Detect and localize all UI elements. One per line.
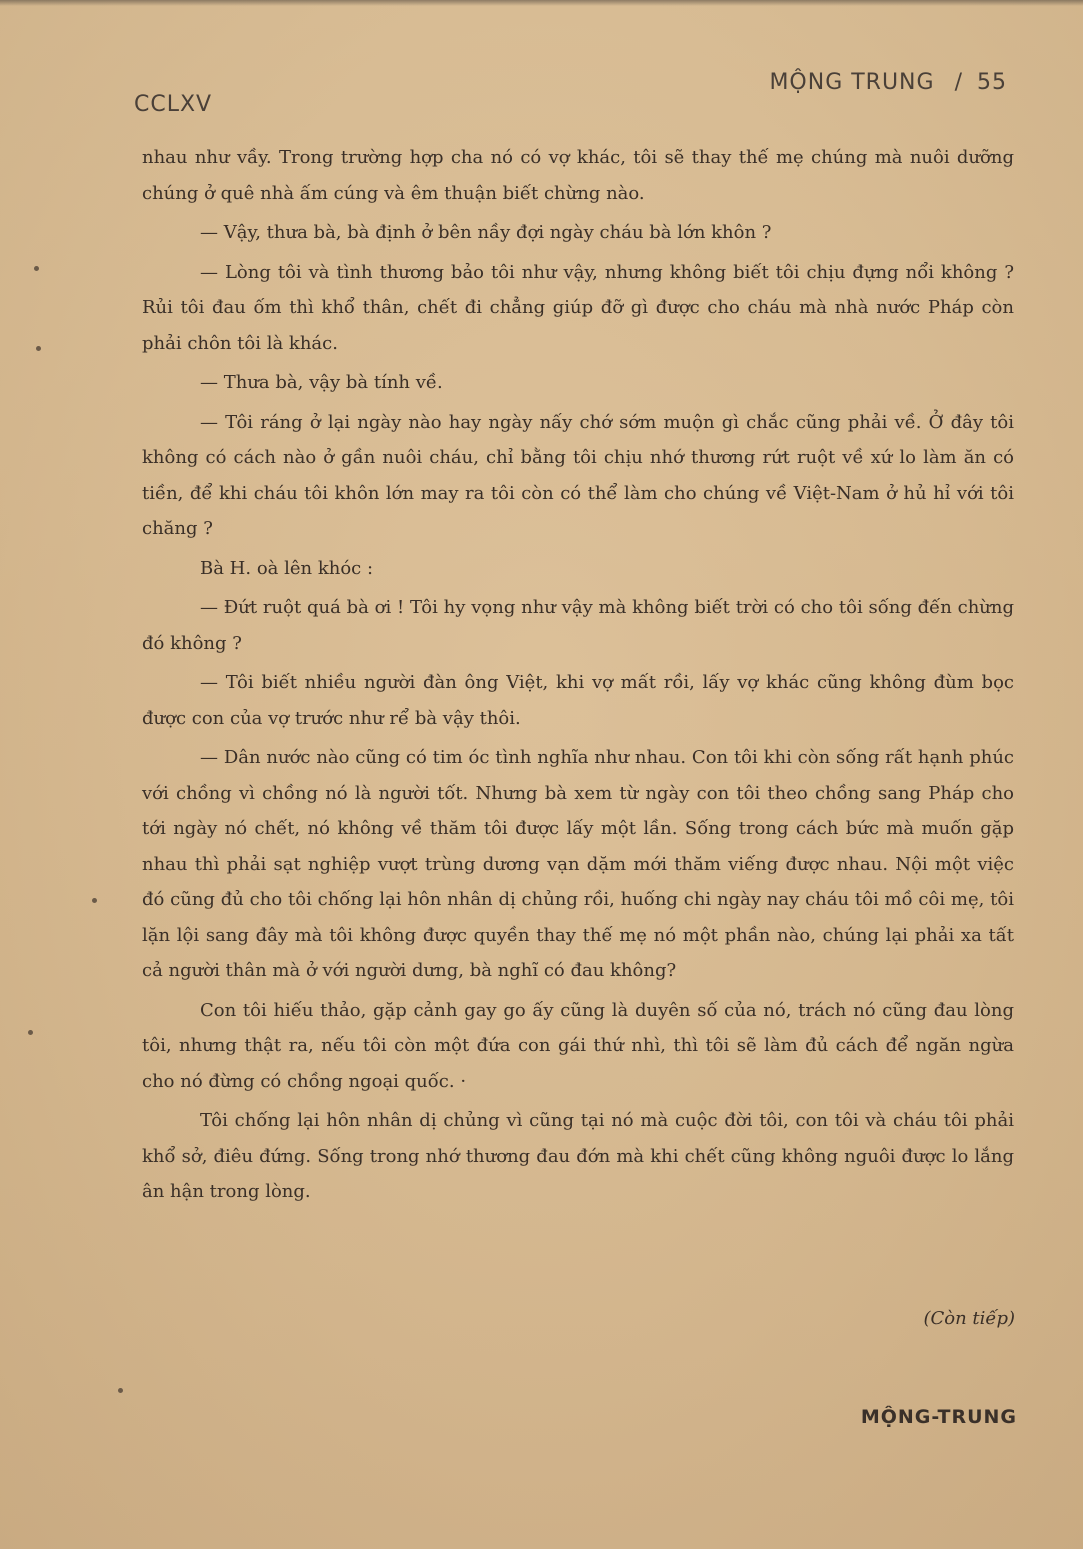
paper-speck (34, 266, 39, 271)
running-title: MỘNG TRUNG (769, 70, 935, 95)
folio-number: CCLXV (134, 92, 213, 117)
paragraph: Con tôi hiếu thảo, gặp cảnh gay go ấy cũng là duyên số của nó, trách nó cũng đau lòng tôi, nhưng thật ra, nếu tôi còn một đứa con gái thứ nhì, thì tôi sẽ làm đủ cách để ngăn ngừa cho nó đừng có chồng ngoại quốc. · (142, 999, 1014, 1092)
paragraph: nhau như vầy. Trong trường hợp cha nó có vợ khác, tôi sẽ thay thế mẹ chúng mà nuôi dưỡng chúng ở quê nhà ấm cúng và êm thuận biết chừng nào. (142, 147, 1014, 204)
dialogue-line: — Đứt ruột quá bà ơi ! Tôi hy vọng như vậy mà không biết trời có cho tôi sống đến chừng đó không ? (142, 597, 1014, 654)
page-header (134, 66, 1007, 116)
continued-note: (Còn tiếp) (923, 1308, 1015, 1329)
paper-speck (36, 346, 41, 351)
dialogue-line: — Tôi biết nhiều người đàn ông Việt, khi vợ mất rồi, lấy vợ khác cũng không đùm bọc được con của vợ trước như rể bà vậy thôi. (142, 672, 1014, 729)
dialogue-line: — Lòng tôi và tình thương bảo tôi như vậy, nhưng không biết tôi chịu đựng nổi không ? Rủi tôi đau ốm thì khổ thân, chết đi chẳng giúp đỡ gì được cho cháu mà nhà nước Pháp còn phải chôn tôi là khác. (142, 261, 1014, 354)
author-signature: MỘNG-TRUNG (860, 1406, 1017, 1428)
paper-speck (92, 898, 97, 903)
running-header (769, 70, 1007, 95)
dialogue-line: — Vậy, thưa bà, bà định ở bên nầy đợi ngày cháu bà lớn khôn ? (200, 222, 772, 243)
article-body (142, 140, 1014, 1210)
page-number: 55 (977, 70, 1007, 95)
paper-speck (118, 1388, 123, 1393)
paragraph: Tôi chống lại hôn nhân dị chủng vì cũng tại nó mà cuộc đời tôi, con tôi và cháu tôi phải khổ sở, điêu đứng. Sống trong nhớ thương đau đớn mà khi chết cũng không nguôi được lo lắng ân hận trong lòng. (142, 1110, 1014, 1202)
dialogue-line: — Dân nước nào cũng có tim óc tình nghĩa như nhau. Con tôi khi còn sống rất hạnh phúc với chồng vì chồng nó là người tốt. Nhưng bà xem từ ngày con tôi theo chồng sang Pháp cho tới ngày nó chết, nó không về thăm tôi được lấy một lần. Sống trong cách bức mà muốn gặp nhau thì phải sạt nghiệp vượt trùng dương vạn dặm mới thăm viếng được nhau. Nội một việc đó cũng đủ cho tôi chống lại hôn nhân dị chủng rồi, huống chi ngày nay cháu tôi mồ côi mẹ, tôi lặn lội sang đây mà tôi không được quyền thay thế mẹ nó một phần nào, chúng lại phải xa tất cả người thân mà ở với người dưng, bà nghĩ có đau không? (142, 747, 1014, 981)
paragraph: Bà H. oà lên khóc : (200, 557, 374, 579)
dialogue-line: — Thưa bà, vậy bà tính về. (200, 372, 443, 393)
header-separator: / (954, 70, 963, 95)
dialogue-line: — Tôi ráng ở lại ngày nào hay ngày nấy chớ sớm muộn gì chắc cũng phải về. Ở đây tôi không có cách nào ở gần nuôi cháu, chỉ bằng tôi chịu nhớ thương rứt ruột về xứ lo làm ăn có tiền, để khi cháu tôi khôn lớn may ra tôi còn có thể làm cho chúng về Việt-Nam ở hủ hỉ với tôi chăng ? (142, 411, 1014, 539)
paper-speck (28, 1030, 33, 1035)
